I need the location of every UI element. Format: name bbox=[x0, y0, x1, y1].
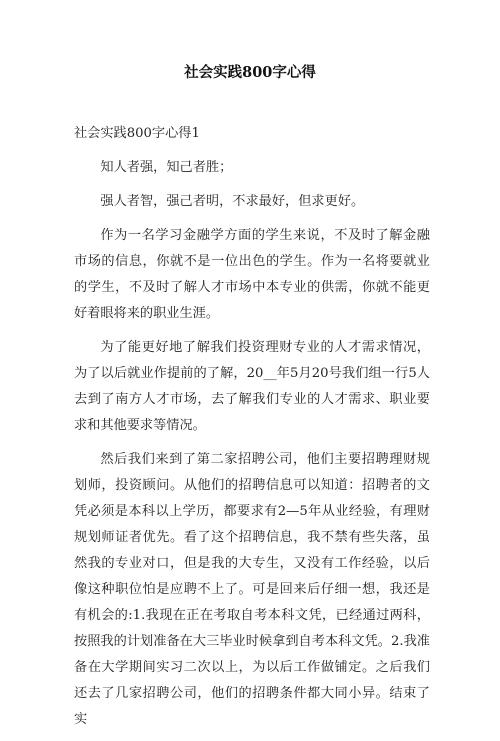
paragraph-5: 然后我们来到了第二家招聘公司，他们主要招聘理财规划师，投资顾问。从他们的招聘信息可以知道：招聘者的文凭必须是本科以上学历，都要求有2—5年从业经验，有理财规划师证者优先。看了这个招聘信息，我不禁有些失落，虽然我的专业对口，但是我的大专生，又没有工作经验，以后像这种职位怕是应聘不上了。可是回来后仔细一想，我还是有机会的:1.我现在正在考取自考本科文凭，已经通过两科，按照我的计划准备在大三毕业时候拿到自考本科文凭。2.我准备在大学期间实习二次以上，为以后工作做铺定。之后我们还去了几家招聘公司，他们的招聘条件都大同小异。结束了实 bbox=[74, 452, 430, 727]
paragraph-2: 强人者智，强己者明，不求最好，但求更好。 bbox=[100, 194, 365, 209]
paragraph-1: 知人者强，知己者胜； bbox=[100, 160, 233, 175]
paragraph-4: 为了能更好地了解我们投资理财专业的人才需求情况，为了以后就业作提前的了解，20__年5月20号我们组一行5人去到了南方人才市场，去了解我们专业的人才需求、职业要求和其他要求等情况。 bbox=[74, 340, 430, 433]
paragraph-3: 作为一名学习金融学方面的学生来说，不及时了解金融市场的信息，你就不是一位出色的学生。作为一名将要就业的学生，不及时了解人才市场中本专业的供需，你就不能更好着眼将来的职业生涯。 bbox=[74, 228, 430, 321]
section-subtitle: 社会实践800字心得1 bbox=[74, 126, 200, 141]
document-title: 社会实践800字心得 bbox=[184, 64, 316, 81]
document-body bbox=[74, 121, 430, 741]
